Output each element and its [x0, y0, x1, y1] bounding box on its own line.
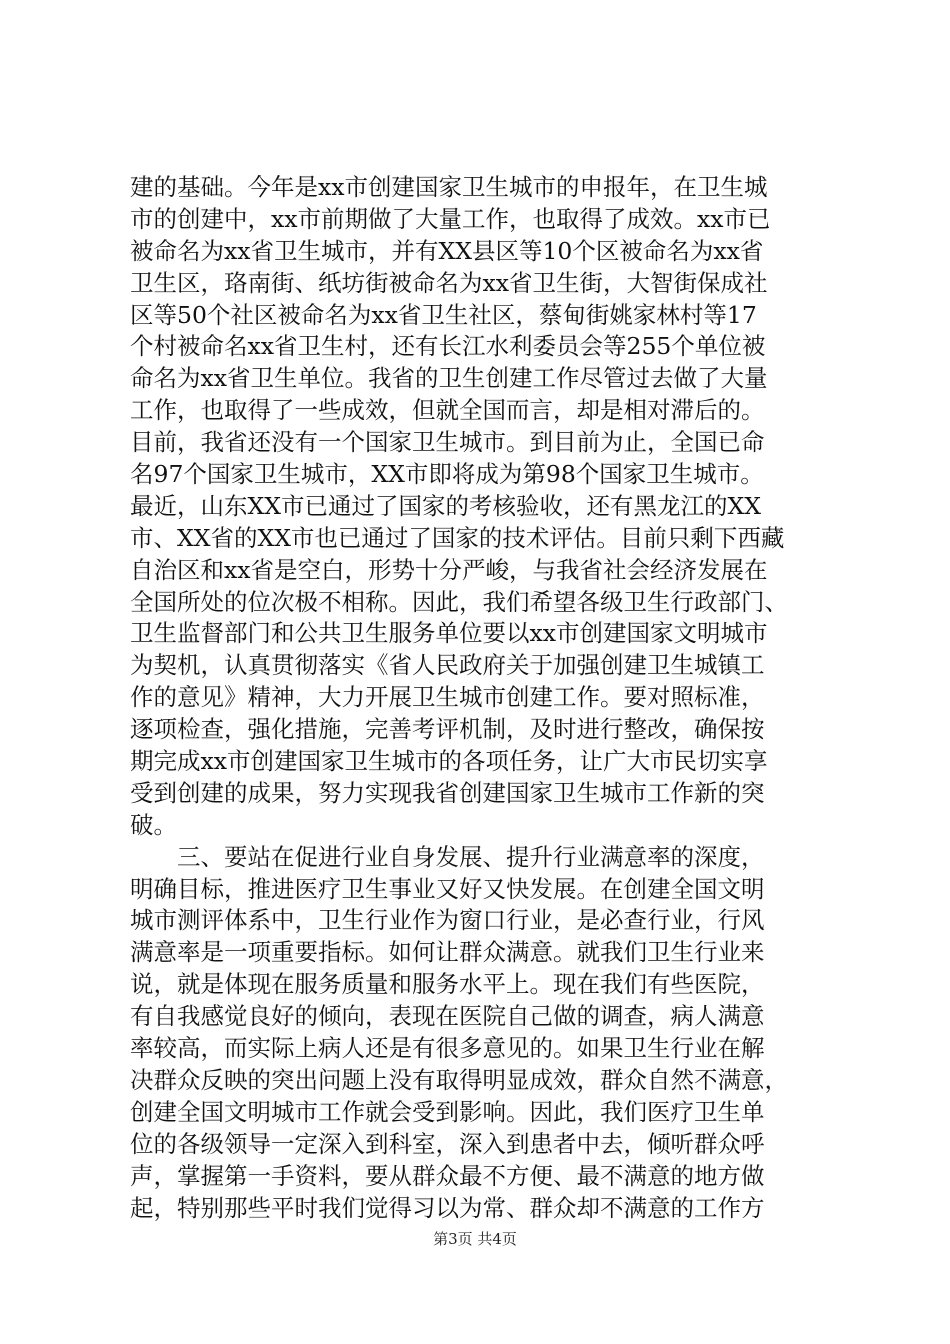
text-line: 位的各级领导一定深入到科室，深入到患者中去，倾听群众呼 — [130, 1129, 765, 1158]
text-line: 声，掌握第一手资料，要从群众最不方便、最不满意的地方做 — [130, 1161, 765, 1190]
text-line: 期完成xx市创建国家卫生城市的各项任务，让广大市民切实享 — [130, 747, 768, 776]
text-line: 建的基础。今年是xx市创建国家卫生城市的申报年，在卫生城 — [130, 173, 768, 201]
text-line: 目前，我省还没有一个国家卫生城市。到目前为止，全国已命 — [130, 428, 765, 457]
text-line: 市、XX省的XX市也已通过了国家的技术评估。目前只剩下西藏 — [130, 523, 785, 552]
text-line: 破。 — [130, 810, 177, 839]
text-line: 工作，也取得了一些成效，但就全国而言，却是相对滞后的。 — [130, 396, 765, 425]
text-line: 决群众反映的突出问题上没有取得明显成效，群众自然不满意， — [130, 1065, 788, 1094]
text-line: 城市测评体系中，卫生行业作为窗口行业，是必查行业，行风 — [130, 906, 765, 935]
text-line: 起，特别那些平时我们觉得习以为常、群众却不满意的工作方 — [130, 1193, 765, 1222]
text-line: 命名为xx省卫生单位。我省的卫生创建工作尽管过去做了大量 — [130, 364, 768, 393]
page-number-footer: 第3页 共4页 — [433, 1230, 517, 1248]
text-line: 作的意见》精神，大力开展卫生城市创建工作。要对照标准， — [130, 683, 765, 712]
section-three-heading-line: 三、要站在促进行业自身发展、提升行业满意率的深度， — [130, 842, 765, 871]
text-line: 最近，山东XX市已通过了国家的考核验收，还有黑龙江的XX — [130, 491, 761, 520]
document-body — [130, 172, 830, 1224]
text-line: 自治区和xx省是空白，形势十分严峻，与我省社会经济发展在 — [130, 555, 768, 584]
text-line: 为契机，认真贯彻落实《省人民政府关于加强创建卫生城镇工 — [130, 651, 765, 680]
text-line: 满意率是一项重要指标。如何让群众满意。就我们卫生行业来 — [130, 938, 765, 967]
text-line: 率较高，而实际上病人还是有很多意见的。如果卫生行业在解 — [130, 1034, 765, 1063]
text-line: 卫生监督部门和公共卫生服务单位要以xx市创建国家文明城市 — [130, 619, 768, 648]
text-line: 个村被命名xx省卫生村，还有长江水利委员会等255个单位被 — [130, 332, 766, 361]
text-line: 市的创建中，xx市前期做了大量工作，也取得了成效。xx市已 — [130, 204, 771, 233]
text-line: 明确目标，推进医疗卫生事业又好又快发展。在创建全国文明 — [130, 874, 765, 903]
text-line: 全国所处的位次极不相称。因此，我们希望各级卫生行政部门、 — [130, 587, 788, 616]
text-line: 被命名为xx省卫生城市，并有XX县区等10个区被命名为xx省 — [130, 236, 764, 265]
text-line: 名97个国家卫生城市，XX市即将成为第98个国家卫生城市。 — [130, 460, 764, 489]
text-line: 有自我感觉良好的倾向，表现在医院自己做的调查，病人满意 — [130, 1002, 765, 1031]
text-line: 卫生区，珞南街、纸坊街被命名为xx省卫生街，大智街保成社 — [130, 268, 768, 297]
text-line: 区等50个社区被命名为xx省卫生社区，蔡甸街姚家林村等17 — [130, 300, 757, 329]
text-line: 受到创建的成果，努力实现我省创建国家卫生城市工作新的突 — [130, 778, 765, 807]
text-line: 说，就是体现在服务质量和服务水平上。现在我们有些医院， — [130, 970, 765, 999]
text-line: 创建全国文明城市工作就会受到影响。因此，我们医疗卫生单 — [130, 1097, 765, 1126]
text-line: 逐项检查，强化措施，完善考评机制，及时进行整改，确保按 — [130, 715, 765, 744]
